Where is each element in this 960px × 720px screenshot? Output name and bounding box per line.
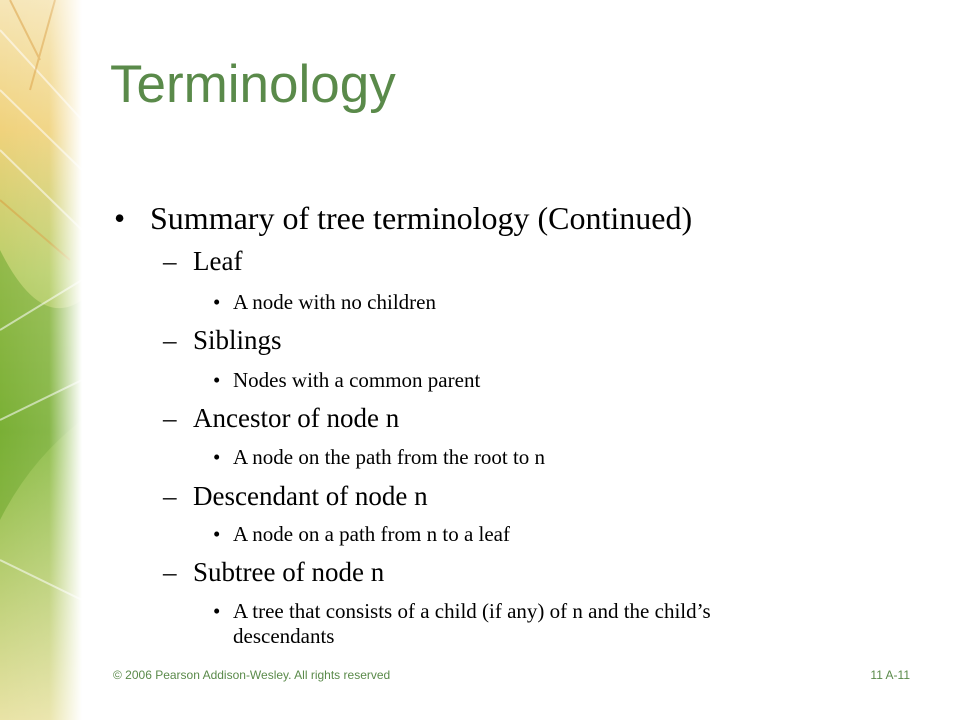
definition-text: Nodes with a common parent xyxy=(233,368,481,392)
bullet-glyph: • xyxy=(213,522,221,546)
bullet-glyph: • xyxy=(114,200,126,236)
bullet-glyph: • xyxy=(213,368,221,392)
definition-text: A node on a path from n to a leaf xyxy=(233,522,510,546)
definition-item xyxy=(213,599,711,624)
bullet-glyph: • xyxy=(213,599,221,623)
slide-title: Terminology xyxy=(110,55,396,114)
definition-text: descendants xyxy=(233,624,335,648)
term-label: Ancestor of node n xyxy=(193,403,400,433)
term-item xyxy=(163,325,282,356)
dash-glyph: – xyxy=(163,481,177,511)
definition-item xyxy=(213,290,436,315)
term-label: Subtree of node n xyxy=(193,557,385,587)
definition-item xyxy=(213,522,510,547)
definition-item xyxy=(213,368,481,393)
bullet-glyph: • xyxy=(213,445,221,469)
term-item xyxy=(163,481,428,512)
definition-text: A node on the path from the root to n xyxy=(233,445,546,469)
dash-glyph: – xyxy=(163,325,177,355)
definition-item xyxy=(213,445,546,470)
term-label: Descendant of node n xyxy=(193,481,428,511)
bullet-glyph: • xyxy=(213,290,221,314)
term-label: Siblings xyxy=(193,325,282,355)
term-item xyxy=(163,403,400,434)
definition-text: A tree that consists of a child (if any) of n and the child’s xyxy=(233,599,711,623)
definition-continuation xyxy=(233,624,334,649)
dash-glyph: – xyxy=(163,246,177,276)
footer-page-number: 11 A-11 xyxy=(870,668,910,682)
main-bullet-text: Summary of tree terminology (Continued) xyxy=(150,200,693,236)
main-bullet xyxy=(114,200,693,237)
definition-text: A node with no children xyxy=(233,290,436,314)
term-label: Leaf xyxy=(193,246,243,276)
footer-copyright: © 2006 Pearson Addison-Wesley. All rights reserved xyxy=(113,668,391,682)
dash-glyph: – xyxy=(163,557,177,587)
dash-glyph: – xyxy=(163,403,177,433)
term-item xyxy=(163,246,243,277)
term-item xyxy=(163,557,385,588)
